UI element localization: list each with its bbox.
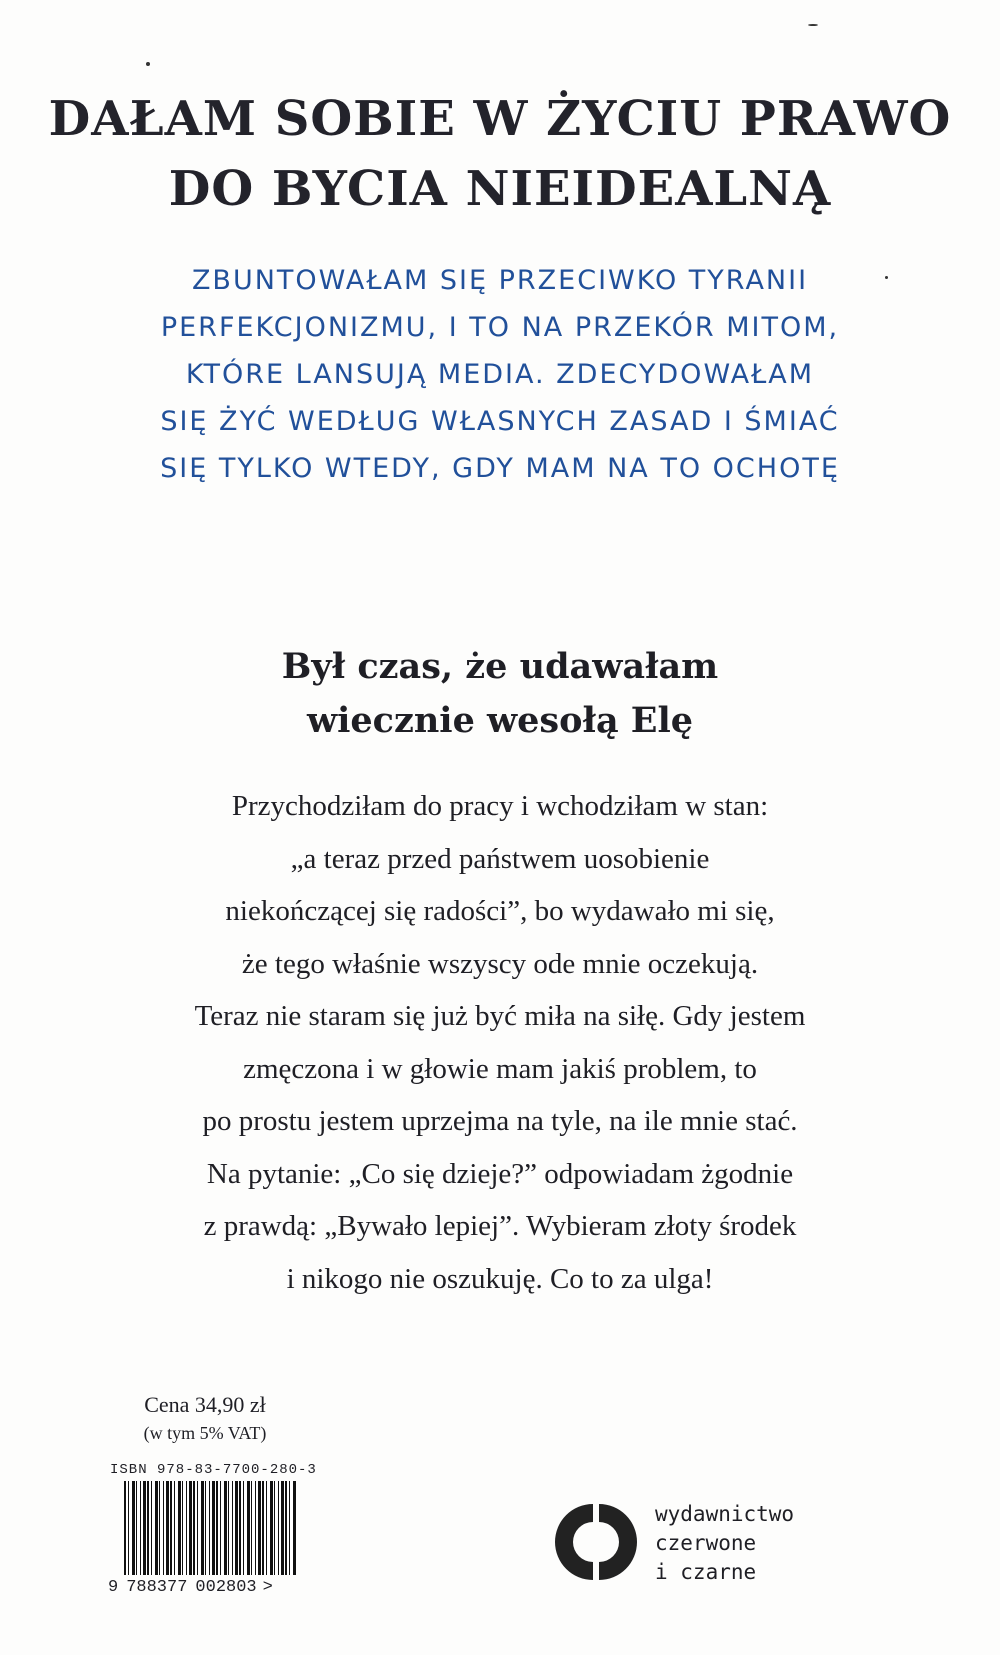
price-label: Cena 34,90 zł	[144, 1392, 266, 1417]
body-line: niekończącej się radości”, bo wydawało mi się,	[225, 895, 775, 927]
body-line: zmęczona i w głowie mam jakiś problem, to	[243, 1052, 757, 1085]
barcode-arrow: >	[262, 1578, 273, 1597]
print-speck	[808, 24, 818, 26]
price-block	[110, 1390, 300, 1446]
barcode-group: 002803	[195, 1578, 257, 1597]
subheading	[0, 640, 1000, 748]
blurb-line: SIĘ TYLKO WTEDY, GDY MAM NA TO OCHOTĘ	[160, 453, 840, 484]
body-line: Na pytanie: „Co się dzieje?” odpowiadam żgodnie	[206, 1157, 794, 1190]
isbn-label: ISBN 978-83-7700-280-3	[110, 1462, 317, 1478]
body-line: Przychodziłam do pracy i wchodziłam w stan:	[231, 790, 769, 822]
headline	[0, 84, 1000, 224]
print-speck	[885, 276, 888, 279]
publisher-line: czerwone	[655, 1531, 757, 1555]
barcode	[124, 1481, 296, 1575]
barcode-digits	[108, 1578, 318, 1597]
subheading-line: wiecznie wesołą Elę	[306, 700, 694, 741]
blurb-line: PERFEKCJONIZMU, I TO NA PRZEKÓR MITOM,	[160, 312, 840, 343]
blurb	[0, 257, 1000, 492]
body-line: że tego właśnie wszyscy ode mnie oczekują.	[241, 947, 759, 980]
body-line: „a teraz przed państwem uosobienie	[290, 842, 710, 875]
logo-right-arc	[599, 1504, 637, 1580]
barcode-lead-digit: 9	[108, 1578, 119, 1597]
body-line: Teraz nie staram się już być miła na siłę. Gdy jestem	[194, 1000, 806, 1032]
publisher-name	[655, 1500, 794, 1587]
body-text	[0, 780, 1000, 1305]
price-vat: (w tym 5% VAT)	[143, 1423, 267, 1443]
headline-line: DO BYCIA NIEIDEALNĄ	[168, 161, 832, 217]
publisher-ring-logo	[553, 1500, 637, 1584]
blurb-line: SIĘ ŻYĆ WEDŁUG WŁASNYCH ZASAD I ŚMIAĆ	[160, 406, 840, 437]
subheading-line: Był czas, że udawałam	[281, 646, 719, 687]
logo-left-arc	[555, 1504, 593, 1580]
print-speck	[146, 62, 150, 66]
publisher-line: i czarne	[655, 1560, 757, 1584]
blurb-line: KTÓRE LANSUJĄ MEDIA. ZDECYDOWAŁAM	[185, 359, 815, 390]
body-line: po prostu jestem uprzejma na tyle, na ile mnie stać.	[202, 1105, 798, 1137]
headline-line: DAŁAM SOBIE W ŻYCIU PRAWO	[48, 91, 952, 147]
barcode-group: 788377	[126, 1578, 188, 1597]
body-line: i nikogo nie oszukuję. Co to za ulga!	[286, 1262, 714, 1295]
body-line: z prawdą: „Bywało lepiej”. Wybieram złoty środek	[203, 1210, 797, 1242]
publisher-line: wydawnictwo	[655, 1502, 795, 1526]
blurb-line: ZBUNTOWAŁAM SIĘ PRZECIWKO TYRANII	[191, 265, 809, 296]
